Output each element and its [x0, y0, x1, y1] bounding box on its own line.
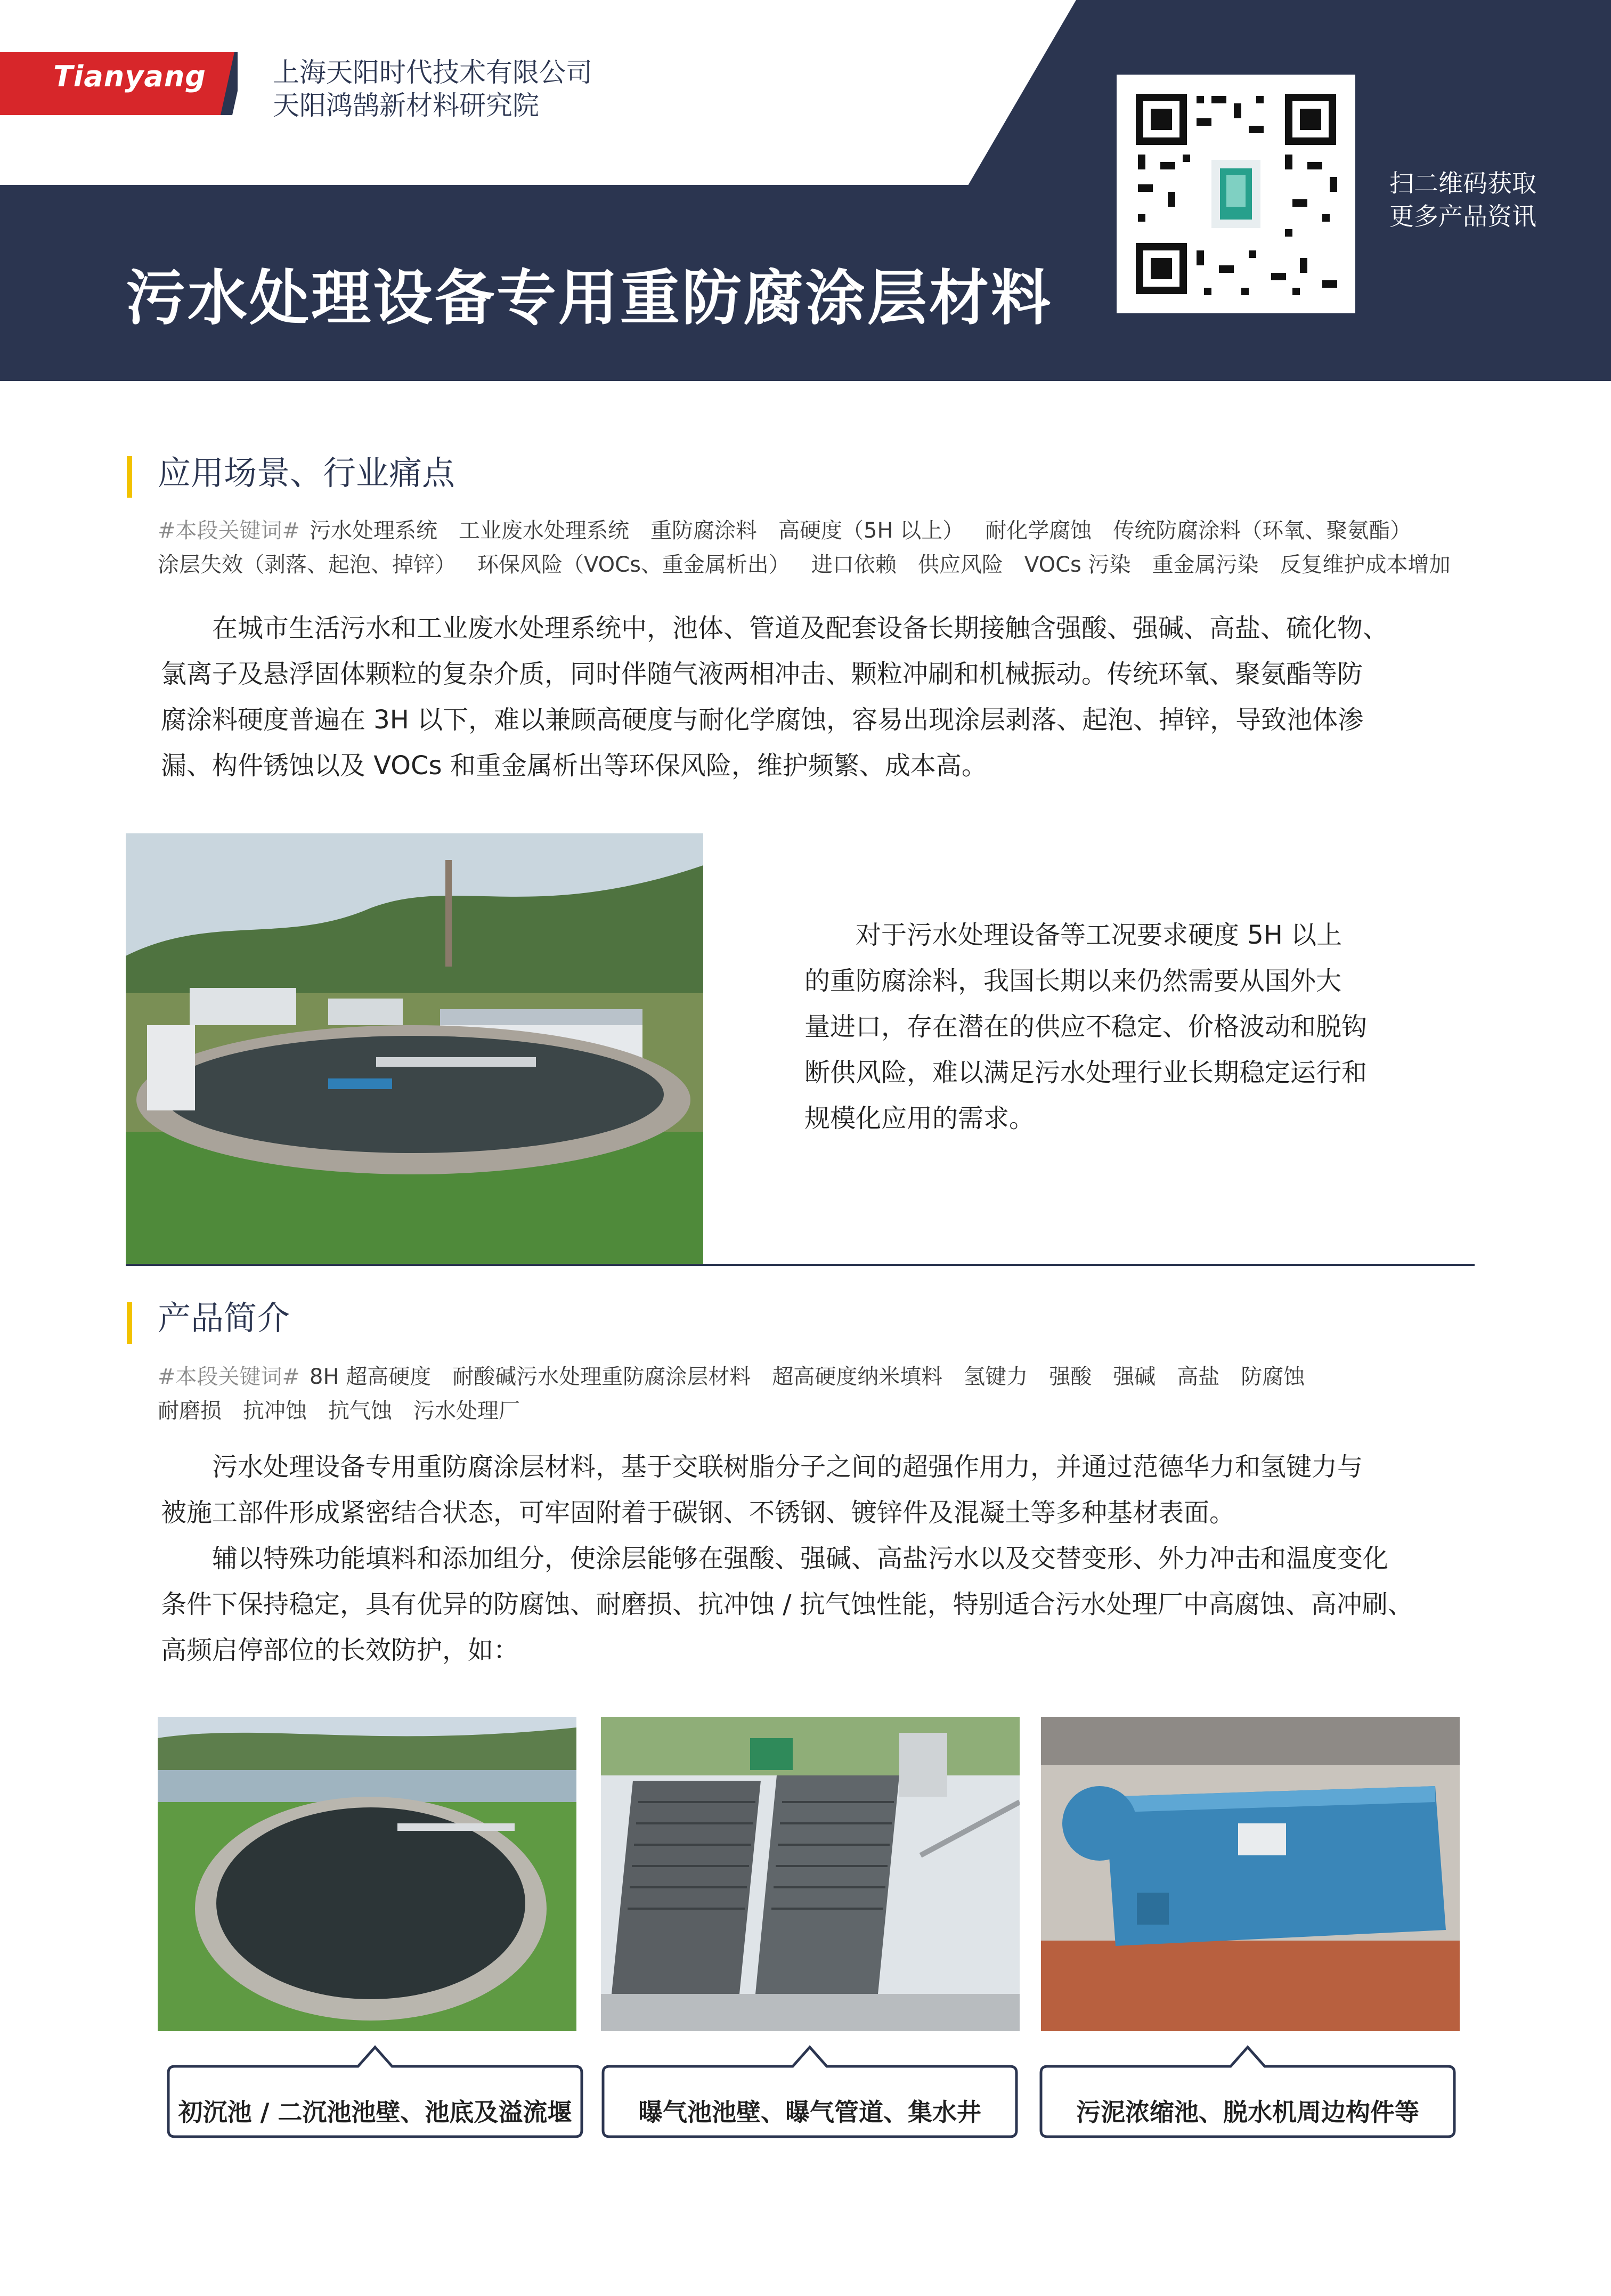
header-wedge-shape [0, 0, 1611, 192]
paragraph-line: 规模化应用的需求。 [804, 1104, 1035, 1133]
keyword: 进口依赖 [811, 553, 897, 577]
keywords-row [158, 1394, 541, 1424]
qr-hint-line: 更多产品资讯 [1389, 202, 1536, 231]
section-title-product: 产品简介 [158, 1299, 290, 1337]
paragraph-line: 断供风险，难以满足污水处理行业长期稳定运行和 [804, 1058, 1368, 1088]
paragraph-line: 辅以特殊功能填料和添加组分，使涂层能够在强酸、强碱、高盐污水以及交替变形、外力冲击和温度变化 [161, 1544, 1389, 1573]
flotation-unit-photo [1041, 1717, 1460, 2031]
company-name: 上海天阳时代技术有限公司 [273, 57, 592, 88]
keyword: 耐化学腐蚀 [985, 518, 1092, 543]
keyword: 耐酸碱污水处理重防腐涂层材料 [452, 1365, 751, 1389]
section-divider [126, 1264, 1475, 1266]
paragraph-line: 高频启停部位的长效防护，如： [161, 1635, 519, 1665]
keywords-row [158, 1360, 1326, 1390]
keyword: 污水处理系统 [310, 518, 438, 543]
clarifier-tank-photo [126, 833, 703, 1265]
product-paragraph [161, 1444, 1413, 1673]
keyword: 供应风险 [917, 553, 1003, 577]
page-title: 污水处理设备专用重防腐涂层材料 [126, 264, 1053, 333]
keyword: 抗气蚀 [328, 1399, 392, 1423]
bar-screen-equipment-photo [601, 1717, 1020, 2031]
caption-aeration: 曝气池池壁、曝气管道、集水井 [638, 2098, 981, 2127]
section-accent-bar [127, 1302, 132, 1344]
paragraph-line: 污水处理设备专用重防腐涂层材料，基于交联树脂分子之间的超强作用力，并通过范德华力和氢键力与 [161, 1452, 1363, 1482]
qr-code[interactable] [1117, 75, 1355, 313]
keyword: 强酸 [1049, 1365, 1092, 1389]
keywords-label: #本段关键词# [158, 1365, 300, 1389]
keyword: 抗冲蚀 [243, 1399, 307, 1423]
keyword: 重金属污染 [1152, 553, 1259, 577]
caption-tank-walls: 初沉池 / 二沉池池壁、池底及溢流堰 [178, 2098, 572, 2127]
keyword: 防腐蚀 [1241, 1365, 1305, 1389]
keyword: 耐磨损 [158, 1399, 222, 1423]
keyword: 重防腐涂料 [650, 518, 758, 543]
paragraph-line: 条件下保持稳定，具有优异的防腐蚀、耐磨损、抗冲蚀 / 抗气蚀性能，特别适合污水处理厂中高腐蚀、高冲刷、 [161, 1589, 1413, 1619]
paragraph-line: 的重防腐涂料，我国长期以来仍然需要从国外大 [804, 966, 1342, 996]
institute-name: 天阳鸿鹄新材料研究院 [273, 90, 539, 121]
paragraph-line: 对于污水处理设备等工况要求硬度 5H 以上 [804, 920, 1342, 950]
keyword: VOCs 污染 [1024, 553, 1131, 577]
paragraph-line: 在城市生活污水和工业废水处理系统中，池体、管道及配套设备长期接触含强酸、强碱、高盐、硫化物、 [161, 613, 1389, 643]
keyword: 8H 超高硬度 [310, 1365, 432, 1389]
keyword: 氢键力 [964, 1365, 1028, 1389]
keywords-label: #本段关键词# [158, 518, 300, 543]
paragraph-line: 氯离子及悬浮固体颗粒的复杂介质，同时伴随气液两相冲击、颗粒冲刷和机械振动。传统环氧、聚氨酯等防 [161, 659, 1363, 689]
paragraph-line: 漏、构件锈蚀以及 VOCs 和重金属析出等环保风险，维护频繁、成本高。 [161, 751, 987, 781]
keyword: 环保风险（VOCs、重金属析出） [477, 553, 790, 577]
keyword: 高盐 [1177, 1365, 1220, 1389]
keyword: 超高硬度纳米填料 [772, 1365, 943, 1389]
keyword: 传统防腐涂料（环氧、聚氨酯） [1113, 518, 1412, 543]
section-accent-bar [127, 456, 132, 498]
keyword: 高硬度（5H 以上） [778, 518, 964, 543]
keyword: 工业废水处理系统 [459, 518, 630, 543]
keyword: 强碱 [1113, 1365, 1156, 1389]
paragraph-line: 被施工部件形成紧密结合状态，可牢固附着于碳钢、不锈钢、镀锌件及混凝土等多种基材表面。 [161, 1498, 1235, 1528]
paragraph-line: 腐涂料硬度普遍在 3H 以下，难以兼顾高硬度与耐化学腐蚀，容易出现涂层剥落、起泡、掉锌，导致池体渗 [161, 705, 1364, 735]
qr-code-icon [1117, 75, 1355, 313]
keyword: 涂层失效（剥落、起泡、掉锌） [158, 553, 456, 577]
supply-risk-paragraph [804, 912, 1367, 1141]
scenario-paragraph [161, 605, 1388, 789]
keywords-row [158, 514, 1433, 544]
keywords-row [158, 548, 1472, 578]
keyword: 污水处理厂 [413, 1399, 520, 1423]
sedimentation-tank-photo [158, 1717, 576, 2031]
paragraph-line: 量进口，存在潜在的供应不稳定、价格波动和脱钩 [804, 1012, 1368, 1042]
keyword: 反复维护成本增加 [1280, 553, 1451, 577]
logo-wordmark: Tianyang [53, 60, 206, 93]
caption-sludge: 污泥浓缩池、脱水机周边构件等 [1076, 2098, 1419, 2127]
section-title-scenarios: 应用场景、行业痛点 [158, 453, 455, 492]
qr-hint-line: 扫二维码获取 [1389, 169, 1536, 198]
